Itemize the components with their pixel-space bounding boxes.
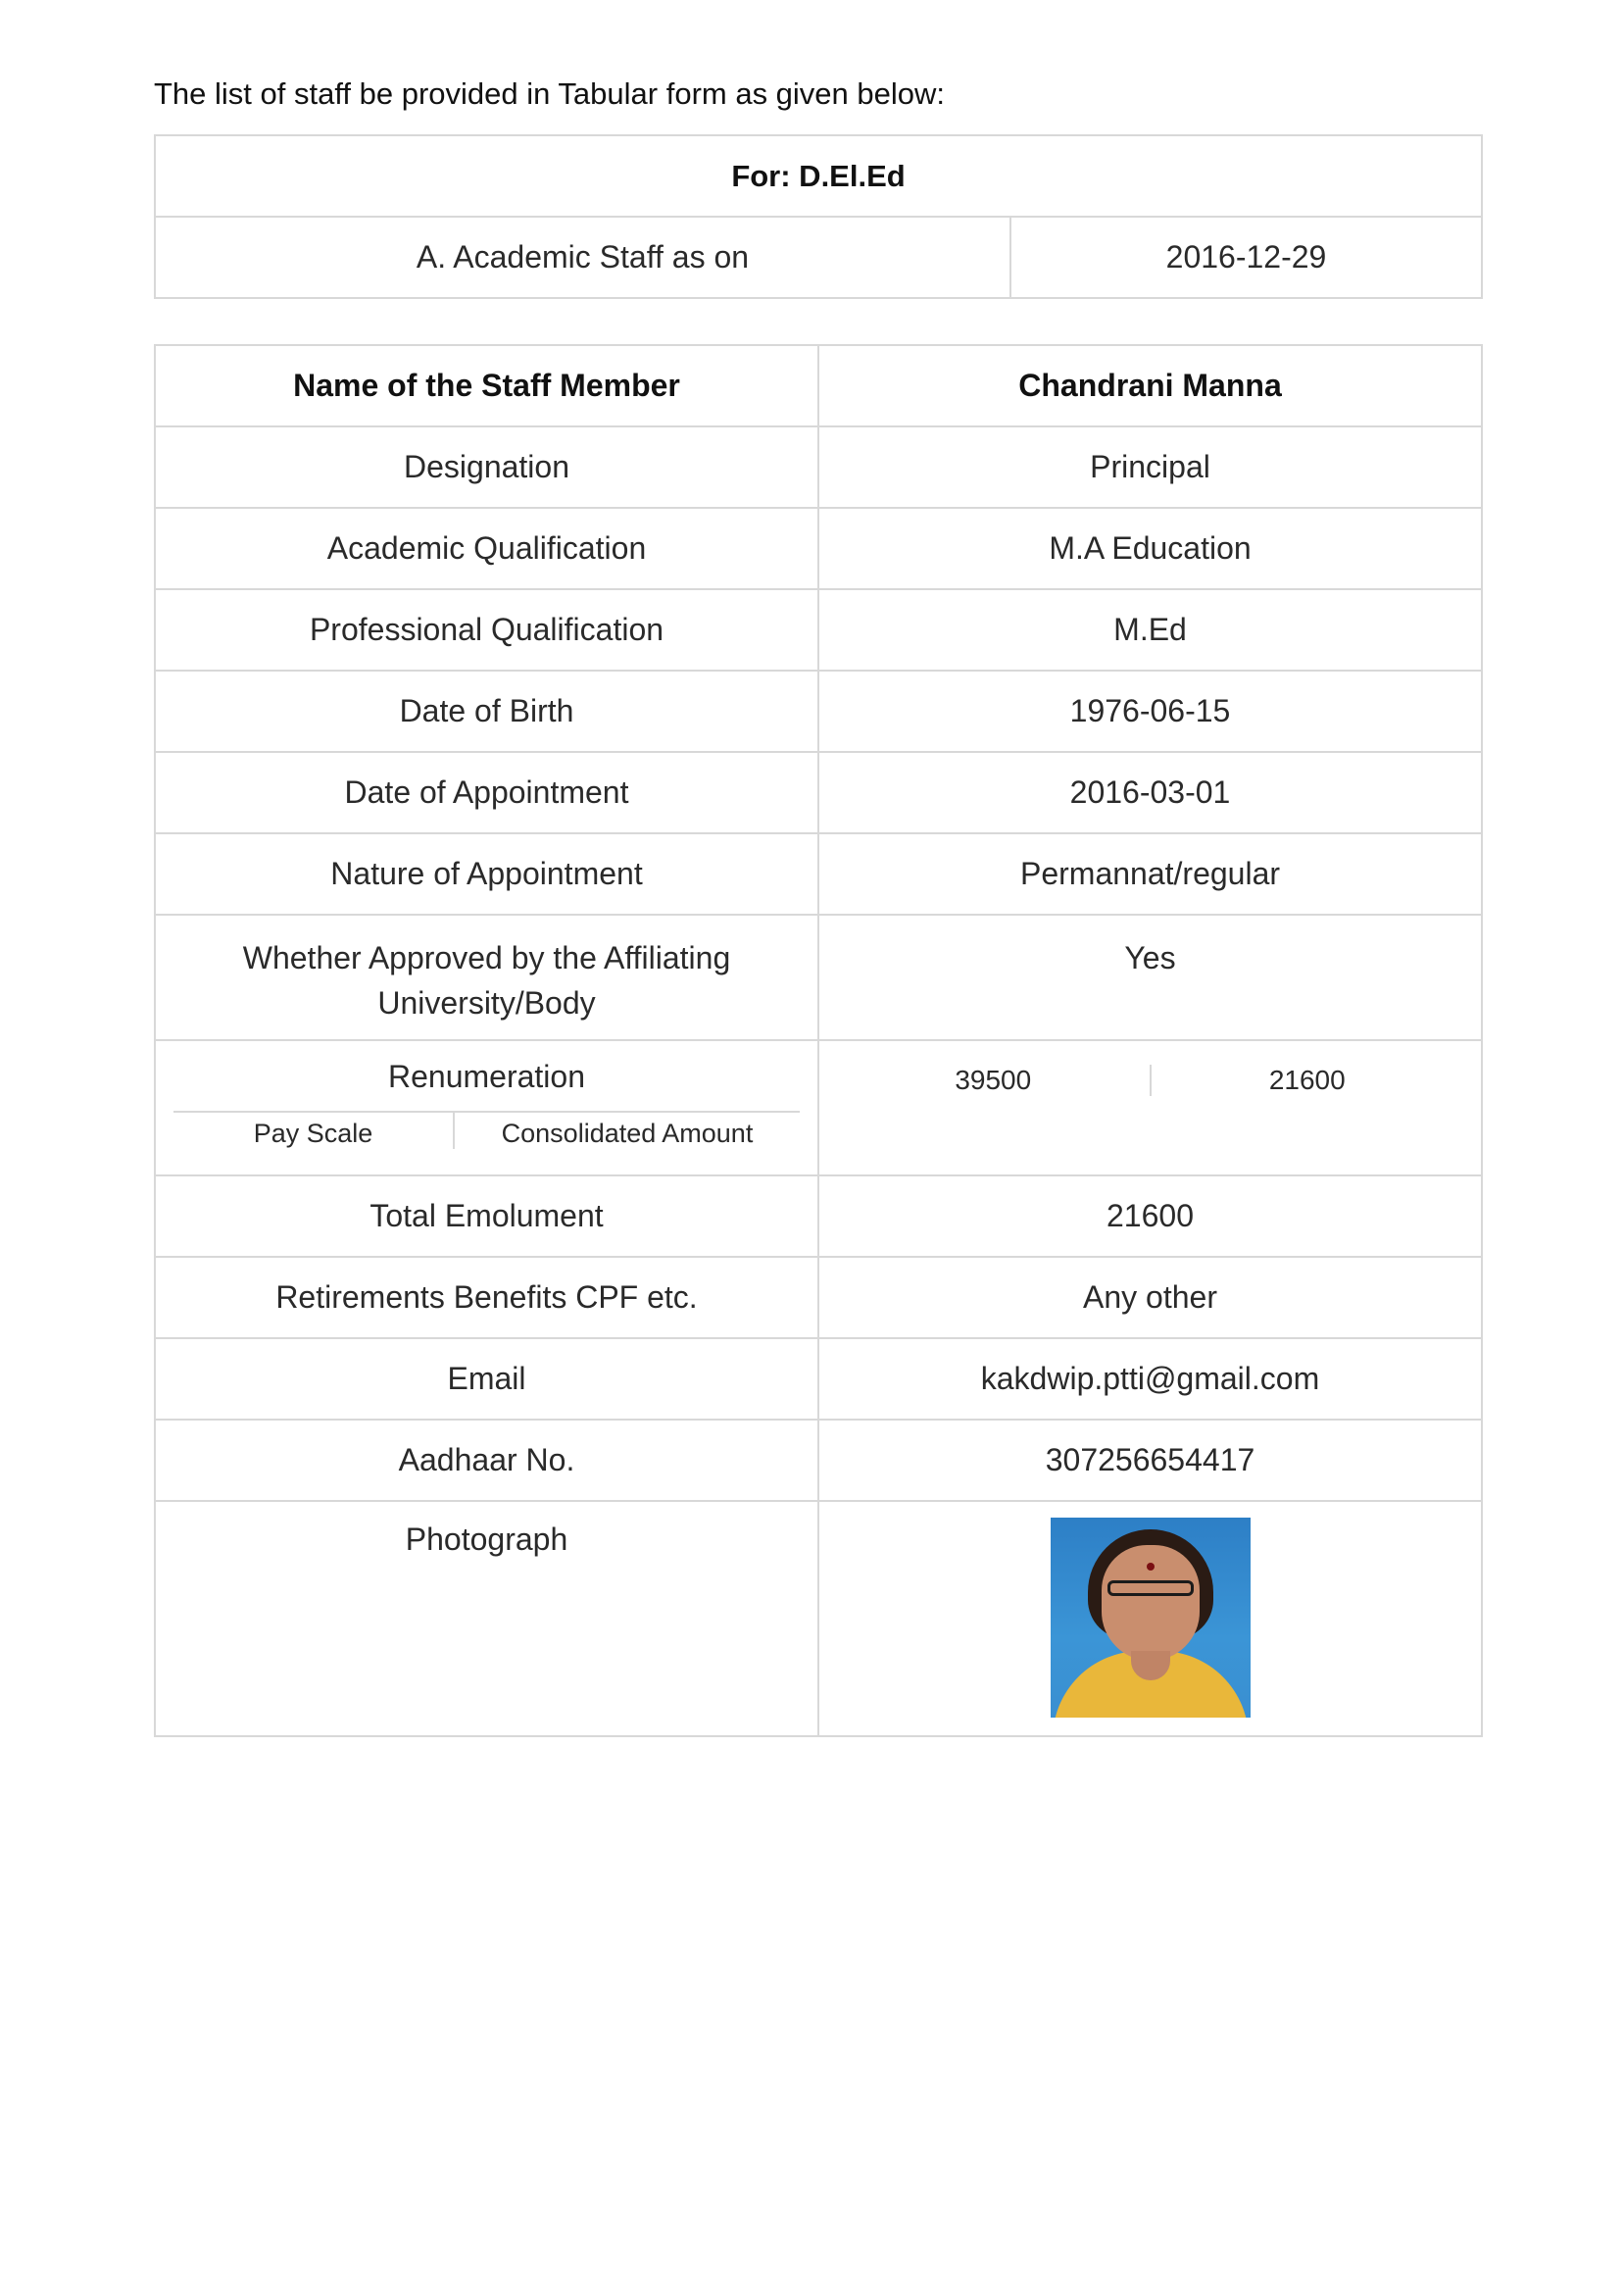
aadhaar-label: Aadhaar No.: [155, 1420, 818, 1501]
photo-glasses: [1107, 1580, 1194, 1596]
retirement-value: Any other: [818, 1257, 1482, 1338]
for-row: [155, 135, 1482, 217]
table-row: [155, 589, 1482, 671]
table-row: [155, 915, 1482, 1040]
staff-as-on-label: A. Academic Staff as on: [155, 217, 1010, 298]
table-row: [155, 508, 1482, 589]
staff-as-on-row: [155, 217, 1482, 298]
academic-label: Academic Qualification: [155, 508, 818, 589]
renumeration-values: [818, 1040, 1482, 1175]
staff-as-on-date: 2016-12-29: [1010, 217, 1482, 298]
renumeration-cell: [155, 1040, 818, 1175]
photo-label: Photograph: [155, 1501, 818, 1736]
table-row: [155, 1501, 1482, 1736]
aadhaar-value: 307256654417: [818, 1420, 1482, 1501]
academic-value: M.A Education: [818, 508, 1482, 589]
staff-photo: [1051, 1518, 1251, 1718]
renumeration-subheaders: [173, 1111, 800, 1149]
renumeration-label: Renumeration: [388, 1059, 585, 1094]
total-value: 21600: [818, 1175, 1482, 1257]
designation-value: Principal: [818, 426, 1482, 508]
approved-label: Whether Approved by the Affiliating University/Body: [155, 915, 818, 1040]
consolidated-value: 21600: [1268, 1065, 1346, 1095]
retirement-label: Retirements Benefits CPF etc.: [155, 1257, 818, 1338]
staff-table: [154, 344, 1483, 1737]
total-label: Total Emolument: [155, 1175, 818, 1257]
pay-scale-value: 39500: [837, 1065, 1152, 1096]
header-table: [154, 134, 1483, 299]
table-row: [155, 345, 1482, 426]
dob-value: 1976-06-15: [818, 671, 1482, 752]
pay-scale-label: Pay Scale: [173, 1113, 455, 1149]
table-row: [155, 1338, 1482, 1420]
for-label: For: D.El.Ed: [155, 135, 1482, 217]
doa-value: 2016-03-01: [818, 752, 1482, 833]
professional-label: Professional Qualification: [155, 589, 818, 671]
approved-value: Yes: [818, 915, 1482, 1040]
consolidated-label: Consolidated Amount: [501, 1119, 754, 1148]
email-value: kakdwip.ptti@gmail.com: [818, 1338, 1482, 1420]
photo-bindi: [1147, 1563, 1155, 1571]
nature-value: Permannat/regular: [818, 833, 1482, 915]
renumeration-value-grid: [837, 1065, 1463, 1096]
table-row: [155, 752, 1482, 833]
name-label: Name of the Staff Member: [155, 345, 818, 426]
table-row: [155, 1257, 1482, 1338]
email-label: Email: [155, 1338, 818, 1420]
designation-label: Designation: [155, 426, 818, 508]
nature-label: Nature of Appointment: [155, 833, 818, 915]
table-row: [155, 1420, 1482, 1501]
table-row: [155, 1175, 1482, 1257]
photo-cell: [818, 1501, 1482, 1736]
table-row: [155, 426, 1482, 508]
name-value: Chandrani Manna: [818, 345, 1482, 426]
professional-value: M.Ed: [818, 589, 1482, 671]
table-row: [155, 833, 1482, 915]
table-row: [155, 1040, 1482, 1175]
intro-text: The list of staff be provided in Tabular form as given below:: [154, 76, 946, 111]
doa-label: Date of Appointment: [155, 752, 818, 833]
dob-label: Date of Birth: [155, 671, 818, 752]
table-row: [155, 671, 1482, 752]
